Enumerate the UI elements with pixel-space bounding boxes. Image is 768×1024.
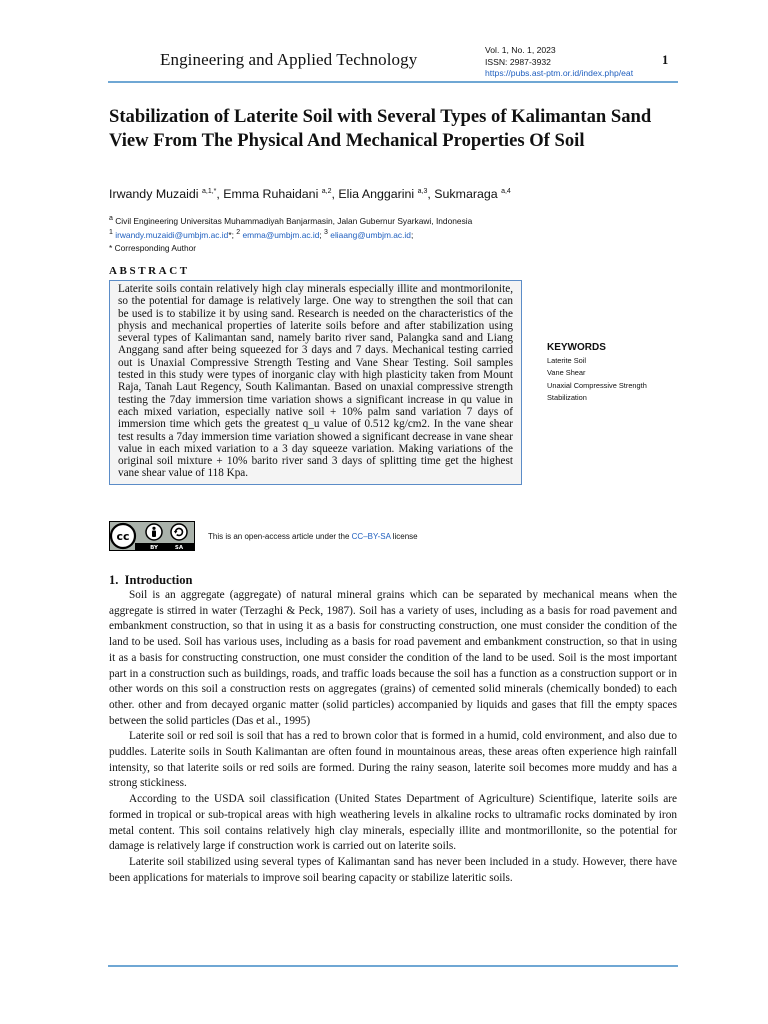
section-heading bbox=[109, 573, 192, 588]
author-name: Emma Ruhaidani bbox=[223, 187, 319, 201]
section-title: Introduction bbox=[124, 573, 193, 587]
journal-url-link[interactable]: https://pubs.ast-ptm.or.id/index.php/eat bbox=[485, 68, 634, 78]
affiliation-line: $^a$ Civil Engineering Universitas Muhammadiyah Banjarmasin, Jalan Gubernur Syarkawi, Indonesia bbox=[109, 215, 473, 226]
abstract-text: Laterite soils contain relatively high clay minerals especially illite and montmorilonite, so the potential for damage is relatively large. One way to strengthen the soil that can be used is to stabilize it by using sand. Research is needed on the characteristics of the physis and mechanical properties of laterite soils before and after stabilization using several types of Kalimantan sand, namely barito river sand, Palangka sand and Liang Anggang sand after being squeezed for 3 days and 7 days. Mechanical testing carried out is Unaxial Compressive Strength Testing and Vane Shear Testing. Soil samples tested in this study were types of inorganic clay with high plasticity taken from Mount Raja, Tanah Laut Regency, South Kalimantan. Based on unaxial compressive strength testing the 7day immersion time variation shows a significant increase in qu value in each mixed variation, especially native soil + 10% palm sand variation 7 days of immersion time which gets the greatest q_u value of 0.512 kg/cm2. In the vane shear test results a 7day immersion time variation showed a significant decrease in vane shear value in each mixed variation to a 3 day squeeze variation. Making variations of the original soil mixture + 10% barito river sand 3 days of splitting time get the highest vane shear value of 118 Kpa. bbox=[118, 283, 513, 480]
email-link[interactable]: irwandy.muzaidi@umbjm.ac.id bbox=[115, 230, 229, 241]
journal-name: Engineering and Applied Technology bbox=[160, 50, 418, 69]
author-sup: a,2 bbox=[321, 187, 332, 195]
keyword-item: Laterite Soil bbox=[547, 356, 587, 365]
email-link[interactable]: eliaang@umbjm.ac.id bbox=[330, 230, 411, 241]
journal-meta bbox=[485, 45, 633, 80]
email-line: $^1$ irwandy.muzaidi@umbjm.ac.id*; $^2$ emma@umbjm.ac.id; $^3$ eliaang@umbjm.ac.id; bbox=[109, 229, 414, 241]
cc-mark: cc bbox=[116, 530, 130, 543]
keywords-list bbox=[547, 355, 647, 405]
author-name: Irwandy Muzaidi bbox=[109, 187, 199, 201]
author-sup: a,1,* bbox=[201, 187, 217, 195]
abstract-heading: ABSTRACT bbox=[109, 265, 190, 277]
keywords-heading: KEYWORDS bbox=[547, 342, 606, 353]
header-rule bbox=[108, 81, 678, 83]
issn-info: ISSN: 2987-3932 bbox=[485, 56, 551, 67]
license-link[interactable]: CC–BY-SA bbox=[351, 532, 391, 541]
email-link[interactable]: emma@umbjm.ac.id bbox=[242, 230, 320, 241]
sa-label: SA bbox=[174, 545, 184, 551]
author-name: Sukmaraga bbox=[434, 187, 498, 201]
page-number: 1 bbox=[662, 53, 669, 67]
paragraph: Laterite soil or red soil is soil that has a red to brown color that is formed in a humid, cold environment, and also due to puddles. Laterite soils in South Kalimantan are often found in mountainous areas, these areas often experience high rainfall intensity, so that laterite soils or red soils are formed. During the rainy season, laterite soil becomes more muddy and has a strong stickiness. bbox=[109, 730, 677, 790]
paragraph: Soil is an aggregate (aggregate) of natural mineral grains which can be separated by mechanical means when the aggregate is stirred in water (Terzaghi & Peck, 1987). Soil has a variety of uses, including as a basis for road pavement and embankment construction, so that in using it as a basis for constructing construction, one must consider the condition of the land to be used. Soil has various uses, including as a basis for road pavement and embankment construction, so that in using it as a basis for constructing construction, one must consider the condition of the land to be used. Soil is the most important part in a construction such as buildings, roads, and traffic loads because the soil has a function as a construction support or in other words on this soil a construction rests on aggregates (grains) of cemented solid minerals (chemically bonded) to each other. other and from decayed organic matter (solid particles) accompanied by liquids and gases that fill the empty spaces between the solid particles (Das et al., 1995) bbox=[109, 589, 677, 727]
affiliations bbox=[109, 213, 472, 254]
author-name: Elia Anggarini bbox=[338, 187, 415, 201]
license-statement: This is an open-access article under the CC–BY-SA license bbox=[208, 532, 418, 541]
introduction-body bbox=[109, 588, 677, 886]
paper-title: Stabilization of Laterite Soil with Several Types of Kalimantan Sand View From The Physical And Mechanical Properties Of Soil bbox=[109, 106, 652, 151]
by-label: BY bbox=[150, 545, 158, 551]
keyword-item: Unaxial Compressive Strength bbox=[547, 380, 647, 390]
volume-info: Vol. 1, No. 1, 2023 bbox=[485, 45, 556, 55]
author-list: Irwandy Muzaidi $^{a,1,*}$, Emma Ruhaidani $^{a,2}$, Elia Anggarini $^{a,3}$, Sukmaraga $^{a,4}$ bbox=[109, 187, 511, 201]
abstract-box bbox=[109, 280, 522, 485]
footer-rule bbox=[108, 965, 678, 967]
author-sup: a,4 bbox=[501, 187, 511, 195]
cc-by-sa-license-icon[interactable] bbox=[109, 521, 195, 551]
section-number: 1. bbox=[109, 573, 119, 587]
author-sup: a,3 bbox=[417, 187, 428, 195]
keyword-item: Vane Shear bbox=[547, 368, 586, 378]
keyword-item: Stabilization bbox=[547, 393, 587, 403]
paragraph: Laterite soil stabilized using several types of Kalimantan sand has never been included in a study. However, there have been applications for materials to improve soil bearing capacity or stabilize lateritic soils. bbox=[109, 855, 677, 884]
paragraph: According to the USDA soil classification (United States Department of Agriculture) Scientifique, laterite soils are formed in tropical or sub-tropical areas with high weathering levels in alkaline rocks to ultramafic rocks dominated by iron metal content. This soil contains relatively high clay minerals, especially illite and montmorillonite, so the potential for damage is relatively large if construction work is carried out on laterite soils. bbox=[109, 793, 677, 853]
corresponding-author-note: * Corresponding Author bbox=[109, 242, 197, 253]
